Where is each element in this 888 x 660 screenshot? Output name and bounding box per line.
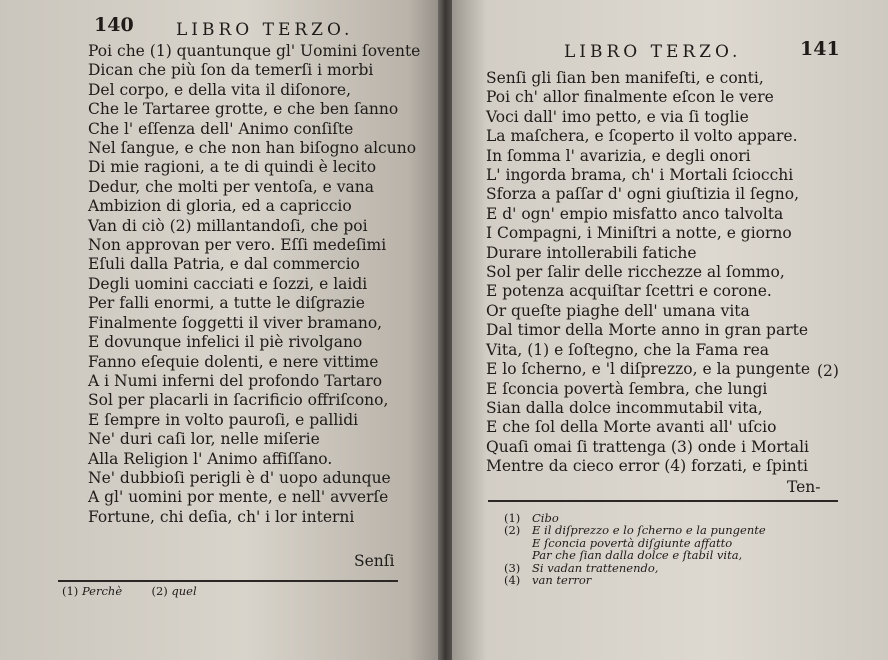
right-running-head: LIBRO TERZO. [564, 42, 742, 62]
right-verse-line: Sol per ſalir delle ricchezze al ſommo, [486, 263, 785, 282]
left-verse-line: Non approvan per vero. Eſſi medeſimi [88, 236, 387, 255]
left-verse-line: Fanno eſequie dolenti, e nere vittime [88, 352, 379, 371]
left-verse-line: Che l' eſſenza dell' Animo conſiſte [88, 119, 354, 138]
left-verse-line: Degli uomini cacciati e ſozzi, e laidi [88, 274, 368, 293]
left-running-head: LIBRO TERZO. [176, 20, 354, 40]
left-footnote-2: (2) quel [151, 584, 197, 598]
left-page-number: 140 [94, 14, 134, 36]
footnote-text: E il diſprezzo e lo ſcherno e la pungente [532, 523, 766, 538]
left-verse-line: Ne' duri caſi lor, nelle miſerie [88, 430, 320, 449]
left-verse-line: Nel ſangue, e che non han biſogno alcuno [88, 139, 417, 158]
left-verse-line: Fortune, chi deſia, ch' i lor interni [88, 507, 355, 526]
left-verse-line: Ne' dubbioſi perigli è d' uopo adunque [88, 468, 391, 487]
right-footnotes [504, 512, 766, 586]
left-footnote-rule [58, 580, 398, 582]
footnote-text: Si vadan trattenendo, [532, 560, 659, 575]
left-verse-line: Finalmente ſoggetti il viver bramano, [88, 313, 383, 332]
left-verse-line: A i Numi inferni del profondo Tartaro [88, 371, 383, 390]
right-verse-line: Dal timor della Morte anno in gran parte [486, 321, 809, 340]
left-verse-line: Alla Religion l' Animo affiſſano. [88, 449, 333, 468]
left-verse-line: E dovunque infelici il piè rivolgano [88, 333, 363, 352]
footnote-mark: (2) [504, 523, 521, 538]
left-verse-line: Dican che più ſon da temerſi i morbi [88, 61, 374, 80]
footnote-mark: (4) [504, 573, 521, 588]
right-catchword: Ten- [787, 478, 821, 496]
footnote-mark: (1) [504, 511, 521, 525]
right-verse-line: Or queſte piaghe dell' umana vita [486, 301, 750, 320]
footnote-mark: (3) [504, 560, 521, 575]
right-verse-line: L' ingorda brama, ch' i Mortali ſciocchi [486, 166, 794, 185]
left-verse-block [88, 42, 420, 527]
right-verse-line: E potenza acquiſtar ſcettri e corone. [486, 282, 772, 301]
right-verse-line: Quaſi omai ſi trattenga (3) onde i Mortali [486, 437, 810, 456]
left-verse-line: Che le Tartaree grotte, e che ben ſanno [88, 100, 399, 119]
right-verse-line: E ſconcia povertà ſembra, che lungi [486, 379, 768, 398]
right-verse-line: Voci dall' imo petto, e via ſi toglie [486, 107, 749, 126]
right-verse-block [486, 69, 810, 477]
left-verse-line: Poi che (1) quantunque gl' Uomini ſovente [88, 42, 421, 60]
left-verse-line: Van di ciò (2) millantandoſi, che poi [88, 216, 368, 235]
right-page [452, 0, 888, 660]
left-verse-line: A gl' uomini por mente, e nell' avverſe [88, 488, 389, 507]
right-verse-line: E che ſol della Morte avanti all' uſcio [486, 418, 777, 437]
footnote-text: Par che ſian dalla dolce e ſtabil vita, [532, 548, 743, 563]
left-footnote-1: (1) Perchè [62, 584, 123, 598]
right-verse-line: In ſomma l' avarizia, e degli onori [486, 146, 751, 165]
left-verse-line: E ſempre in volto pauroſi, e pallidi [88, 410, 359, 429]
left-verse-line: Per falli enormi, a tutte le diſgrazie [88, 294, 365, 313]
right-verse-line: Sian dalla dolce incommutabil vita, [486, 398, 763, 417]
left-verse-line: Di mie ragioni, a te di quindi è lecito [88, 158, 377, 177]
right-verse-line: Mentre da cieco error (4) forzati, e ſpinti [486, 457, 808, 476]
left-verse-line: Del corpo, e della vita il diſonore, [88, 80, 352, 99]
right-verse-line: La maſchera, e ſcoperto il volto appare. [486, 127, 798, 146]
right-verse-line: Poi ch' allor finalmente eſcon le vere [486, 88, 774, 107]
right-verse-line: E d' ogn' empio misfatto anco talvolta [486, 204, 784, 223]
right-page-number: 141 [800, 38, 840, 60]
left-verse-line: Eſuli dalla Patria, e dal commercio [88, 255, 360, 274]
footnote-text: E ſconcia povertà diſgiunte affatto [532, 535, 733, 550]
right-margin-mark: (2) [817, 362, 839, 380]
left-verse-line: Sol per placarli in ſacrificio offriſcono, [88, 391, 389, 410]
right-footnote-rule [488, 500, 838, 502]
right-footnote [504, 574, 766, 586]
left-verse-line: Ambizion di gloria, ed a capriccio [88, 197, 352, 216]
right-verse-line: Vita, (1) e ſoſtegno, che la Fama rea [486, 340, 770, 359]
right-verse-line: Durare intollerabili fatiche [486, 243, 697, 262]
footnote-text: van terror [532, 573, 592, 588]
left-verse-line: Dedur, che molti per ventoſa, e vana [88, 177, 374, 196]
right-verse-line: I Compagni, i Miniſtri a notte, e giorno [486, 224, 792, 243]
left-footnotes [62, 584, 197, 598]
right-verse-line: Sforza a paſſar d' ogni giuſtizia il ſegno, [486, 185, 800, 204]
left-catchword: Senſi [354, 552, 395, 570]
right-verse-line: E lo ſcherno, e 'l diſprezzo, e la pungente [486, 360, 811, 379]
footnote-text: Cibo [532, 511, 559, 525]
right-verse-line: Senſi gli ſian ben manifeſti, e conti, [486, 69, 764, 87]
